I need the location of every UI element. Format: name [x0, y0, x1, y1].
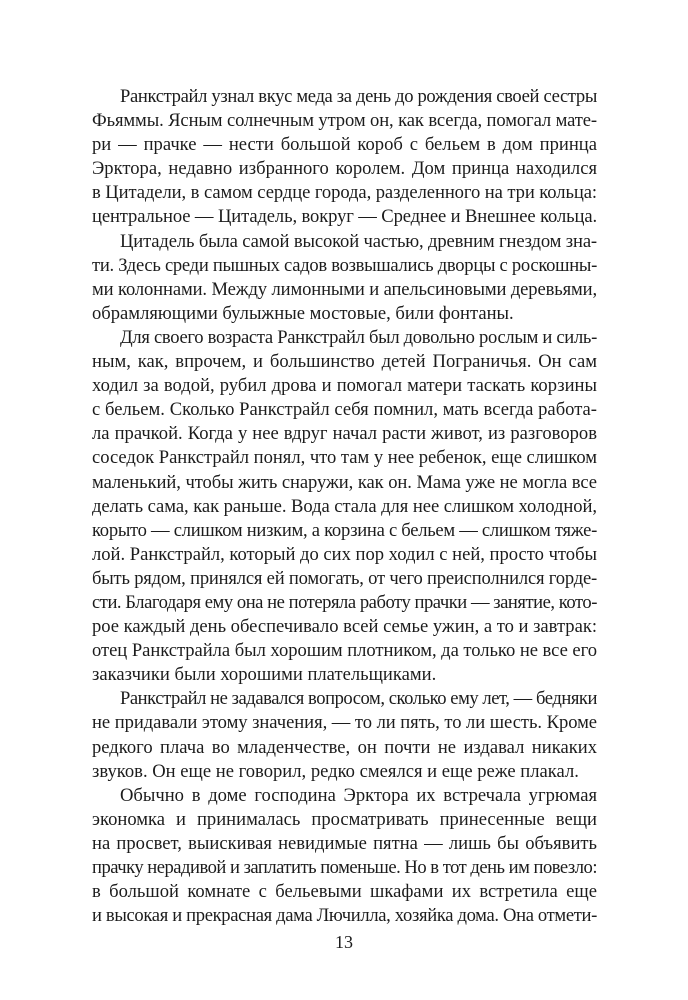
- text-line: быть рядом, принялся ей помогать, от чего преисполнился горде-: [92, 567, 597, 589]
- text-line: ри — прачке — нести большой короб с бельем в дом принца: [92, 134, 597, 156]
- paragraph: [92, 687, 597, 783]
- text-line: звуков. Он еще не говорил, редко смеялся и еще реже плакал.: [92, 760, 579, 782]
- text-line: лой. Ранкстрайл, который до сих пор ходил с ней, просто чтобы: [92, 543, 597, 565]
- text-line: в Цитадели, в самом сердце города, разделенного на три кольца:: [92, 182, 597, 204]
- text-line: маленький, чтобы жить снаружи, как он. Мама уже не могла все: [92, 471, 597, 493]
- text-line: ти. Здесь среди пышных садов возвышались дворцы с роскошны-: [92, 254, 597, 276]
- text-line: рое каждый день обеспечивало всей семье ужин, а то и завтрак:: [92, 616, 597, 638]
- text-line: центральное — Цитадель, вокруг — Среднее и Внешнее кольца.: [92, 206, 597, 228]
- text-line: и высокая и прекрасная дама Лючилла, хозяйка дома. Она отмети-: [92, 905, 597, 927]
- text-line: сти. Благодаря ему она не потеряла работу прачки — занятие, кото-: [92, 591, 597, 613]
- text-line: экономка и принималась просматривать принесенные вещи: [92, 808, 597, 830]
- text-line: Обычно в доме господина Эрктора их встречала угрюмая: [120, 784, 597, 806]
- text-line: соседок Ранкстрайл понял, что там у нее ребенок, еще слишком: [92, 447, 597, 469]
- text-line: в большой комнате с бельевыми шкафами их встретила еще: [92, 881, 597, 903]
- text-line: Эрктора, недавно избранного королем. Дом принца находился: [92, 158, 597, 180]
- paragraph: [92, 85, 597, 230]
- text-line: заказчики были хорошими плательщиками.: [92, 664, 437, 686]
- text-line: ным, как, впрочем, и большинство детей Пограничья. Он сам: [92, 351, 597, 373]
- text-line: ми колоннами. Между лимонными и апельсиновыми деревьями,: [92, 278, 597, 300]
- body-text: [92, 85, 597, 928]
- paragraph: [92, 230, 597, 326]
- text-line: корыто — слишком низким, а корзина с бельем — слишком тяже-: [92, 519, 597, 541]
- text-line: ходил за водой, рубил дрова и помогал матери таскать корзины: [92, 375, 597, 397]
- text-line: Фьяммы. Ясным солнечным утром он, как всегда, помогал мате-: [92, 110, 597, 132]
- text-line: Ранкстрайл не задавался вопросом, сколько ему лет, — бедняки: [120, 688, 597, 710]
- text-line: отец Ранкстрайла был хорошим плотником, да только не все его: [92, 640, 597, 662]
- text-line: Цитадель была самой высокой частью, древним гнездом зна-: [120, 230, 597, 252]
- text-line: редкого плача во младенчестве, он почти не издавал никаких: [92, 736, 597, 758]
- text-line: обрамляющими булыжные мостовые, били фонтаны.: [92, 302, 514, 324]
- paragraph: [92, 326, 597, 687]
- text-line: Для своего возраста Ранкстрайл был довольно рослым и силь-: [120, 326, 597, 348]
- text-line: не придавали этому значения, — то ли пять, то ли шесть. Кроме: [92, 712, 597, 734]
- text-line: на просвет, выискивая невидимые пятна — лишь бы объявить: [92, 832, 597, 854]
- text-line: Ранкстрайл узнал вкус меда за день до рождения своей сестры: [120, 86, 597, 107]
- text-line: ла прачкой. Когда у нее вдруг начал расти живот, из разговоров: [92, 423, 597, 445]
- text-line: прачку нерадивой и заплатить поменьше. Но в тот день им повезло:: [92, 857, 597, 878]
- paragraph: [92, 784, 597, 929]
- page-number: 13: [335, 932, 353, 952]
- text-line: делать сама, как раньше. Вода стала для нее слишком холодной,: [92, 495, 597, 517]
- text-line: с бельем. Сколько Ранкстрайл себя помнил, мать всегда работа-: [92, 399, 597, 421]
